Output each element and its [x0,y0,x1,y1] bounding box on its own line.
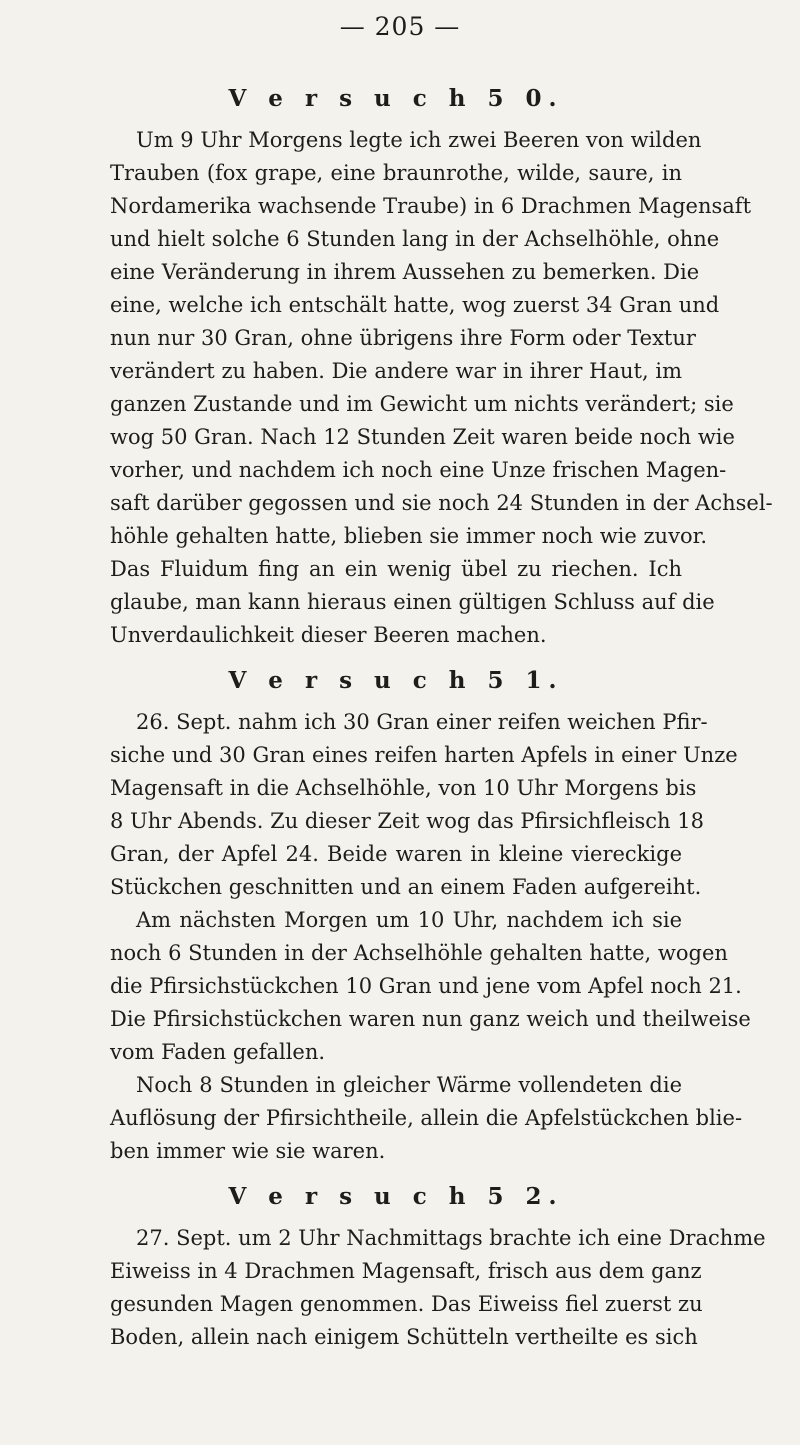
text-line: saft darüber gegossen und sie noch 24 Stunden in der Achsel- [110,491,773,515]
section-versuch-51 [110,664,751,1168]
text-line: Boden, allein nach einigem Schütteln vertheilte es sich [110,1325,698,1349]
text-line: eine, welche ich entschält hatte, wog zuerst 34 Gran und [110,293,720,317]
section-versuch-50 [110,82,773,652]
text-line: verändert zu haben. Die andere war in ihrer Haut, im [110,359,682,383]
section-heading: V e r s u c h 5 0. [228,85,564,112]
text-line: vom Faden gefallen. [110,1040,326,1064]
text-line: höhle gehalten hatte, blieben sie immer noch wie zuvor. [110,524,707,548]
paragraph [110,1069,743,1168]
text-line: Stückchen geschnitten und an einem Faden aufgereiht. [110,875,702,899]
paragraph [110,1222,766,1354]
text-line: siche und 30 Gran eines reifen harten Apfels in einer Unze [110,743,738,767]
text-line: und hielt solche 6 Stunden lang in der Achselhöhle, ohne [110,227,720,251]
text-line: nun nur 30 Gran, ohne übrigens ihre Form oder Textur [110,326,696,350]
text-line: die Pfirsichstückchen 10 Gran und jene vom Apfel noch 21. [110,974,742,998]
page-body [110,82,773,1354]
paragraph [110,124,773,652]
text-line: ben immer wie sie waren. [110,1139,386,1163]
text-line: Das Fluidum fing an ein wenig übel zu riechen. Ich [110,557,682,581]
text-line: 8 Uhr Abends. Zu dieser Zeit wog das Pfirsichfleisch 18 [110,809,704,833]
text-line: 26. Sept. nahm ich 30 Gran einer reifen weichen Pfir- [136,710,708,734]
text-line: Magensaft in die Achselhöhle, von 10 Uhr Morgens bis [110,776,697,800]
text-line: Eiweiss in 4 Drachmen Magensaft, frisch aus dem ganz [110,1259,702,1283]
text-line: Um 9 Uhr Morgens legte ich zwei Beeren von wilden [136,128,702,152]
text-line: Noch 8 Stunden in gleicher Wärme vollendeten die [136,1073,682,1097]
section-heading: V e r s u c h 5 1. [228,667,564,694]
section-heading: V e r s u c h 5 2. [228,1183,564,1210]
section-spacer [110,1168,682,1180]
text-line: glaube, man kann hieraus einen gültigen Schluss auf die [110,590,715,614]
text-line: Gran, der Apfel 24. Beide waren in kleine viereckige [110,842,682,866]
paragraph [110,904,751,1069]
text-line: Unverdaulichkeit dieser Beeren machen. [110,623,547,647]
text-line: Auflösung der Pfirsichtheile, allein die Apfelstückchen blie- [110,1106,743,1130]
text-line: ganzen Zustande und im Gewicht um nichts verändert; sie [110,392,734,416]
section-versuch-52 [110,1180,766,1354]
paragraph [110,706,738,904]
text-line: noch 6 Stunden in der Achselhöhle gehalten hatte, wogen [110,941,728,965]
text-line: Trauben (fox grape, eine braunrothe, wilde, saure, in [110,161,682,185]
text-line: vorher, und nachdem ich noch eine Unze frischen Magen- [110,458,727,482]
text-line: 27. Sept. um 2 Uhr Nachmittags brachte ich eine Drachme [136,1226,766,1250]
text-line: Nordamerika wachsende Traube) in 6 Drachmen Magensaft [110,194,752,218]
text-line: gesunden Magen genommen. Das Eiweiss fiel zuerst zu [110,1292,703,1316]
text-line: wog 50 Gran. Nach 12 Stunden Zeit waren beide noch wie [110,425,735,449]
page-number: — 205 — [339,12,461,41]
section-spacer [110,652,682,664]
text-line: eine Veränderung in ihrem Aussehen zu bemerken. Die [110,260,700,284]
text-line: Am nächsten Morgen um 10 Uhr, nachdem ich sie [136,908,682,932]
text-line: Die Pfirsichstückchen waren nun ganz weich und theilweise [110,1007,751,1031]
